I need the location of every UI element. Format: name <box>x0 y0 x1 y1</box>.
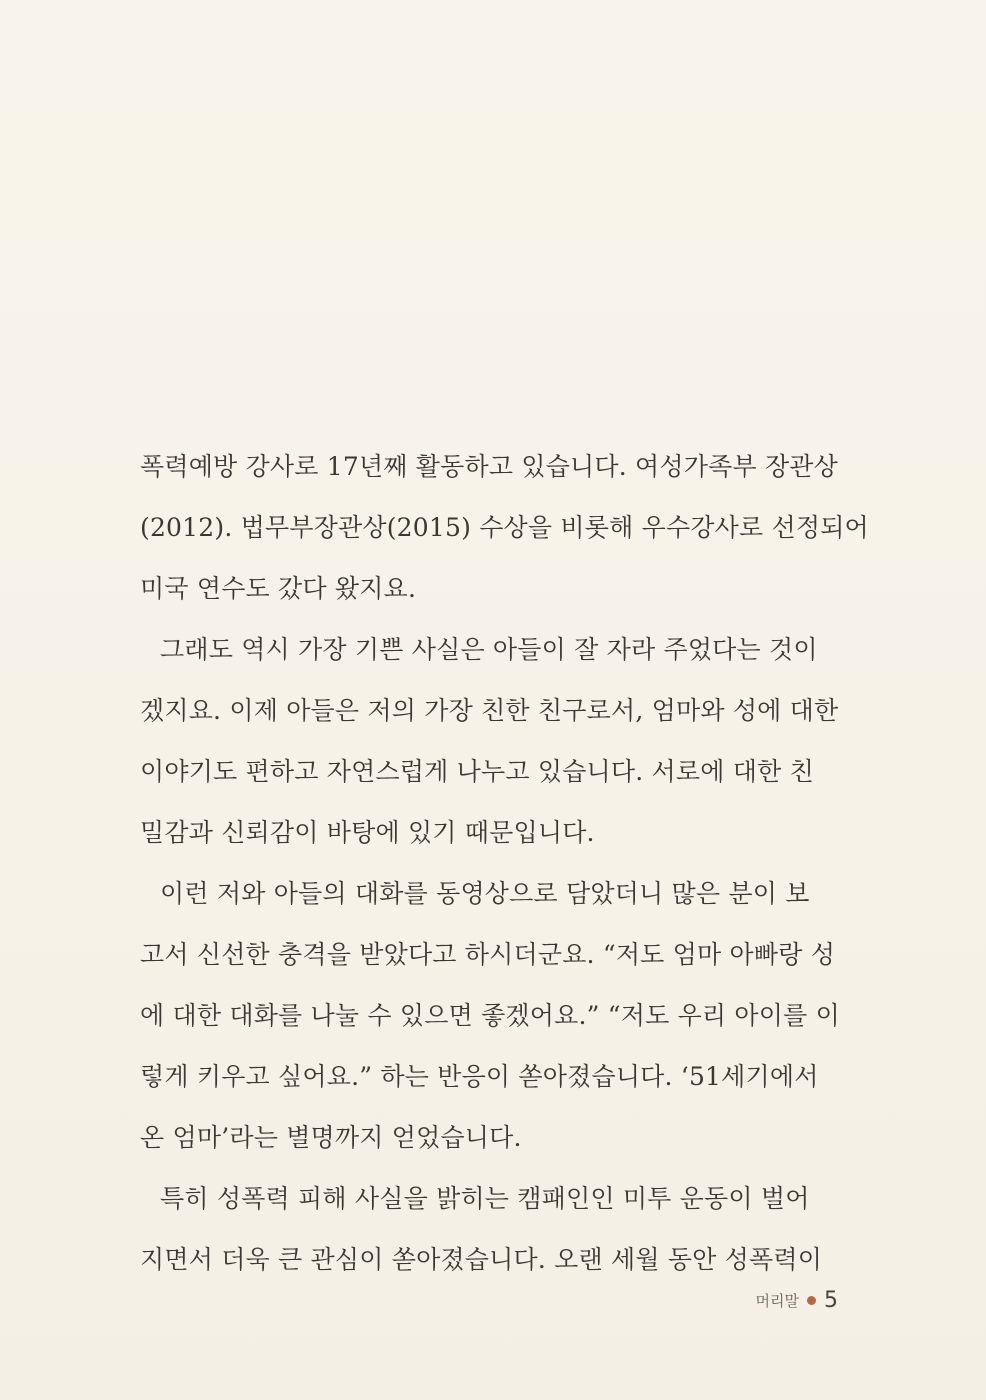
text-line: 그래도 역시 가장 기쁜 사실은 아들이 잘 자라 주었다는 것이 <box>160 635 818 664</box>
text-line: 온 엄마’라는 별명까지 얻었습니다. <box>140 1123 522 1152</box>
text-line: (2012). 법무부장관상(2015) 수상을 비롯해 우수강사로 선정되어 <box>140 513 869 542</box>
text-line: 폭력예방 강사로 17년째 활동하고 있습니다. 여성가족부 장관상 <box>140 452 838 481</box>
text-line: 특히 성폭력 피해 사실을 밝히는 캠패인인 미투 운동이 벌어 <box>160 1184 810 1213</box>
text-line: 이런 저와 아들의 대화를 동영상으로 담았더니 많은 분이 보 <box>160 879 810 908</box>
page-number: 5 <box>824 1288 838 1313</box>
body-text <box>140 436 869 1290</box>
page-footer <box>756 1288 838 1313</box>
text-line: 에 대한 대화를 나눌 수 있으면 좋겠어요.” “저도 우리 아이를 이 <box>140 1001 840 1030</box>
text-line: 겠지요. 이제 아들은 저의 가장 친한 친구로서, 엄마와 성에 대한 <box>140 696 839 725</box>
text-line: 이야기도 편하고 자연스럽게 나누고 있습니다. 서로에 대한 친 <box>140 757 814 786</box>
text-line: 밀감과 신뢰감이 바탕에 있기 때문입니다. <box>140 818 595 847</box>
section-label: 머리말 <box>755 1292 799 1310</box>
text-line: 고서 신선한 충격을 받았다고 하시더군요. “저도 엄마 아빠랑 성 <box>140 940 836 969</box>
text-line: 지면서 더욱 큰 관심이 쏟아졌습니다. 오랜 세월 동안 성폭력이 <box>140 1245 823 1274</box>
text-line: 미국 연수도 갔다 왔지요. <box>140 574 417 603</box>
bullet-dot-icon <box>807 1296 816 1305</box>
text-line: 렇게 키우고 싶어요.” 하는 반응이 쏟아졌습니다. ‘51세기에서 <box>140 1062 819 1091</box>
